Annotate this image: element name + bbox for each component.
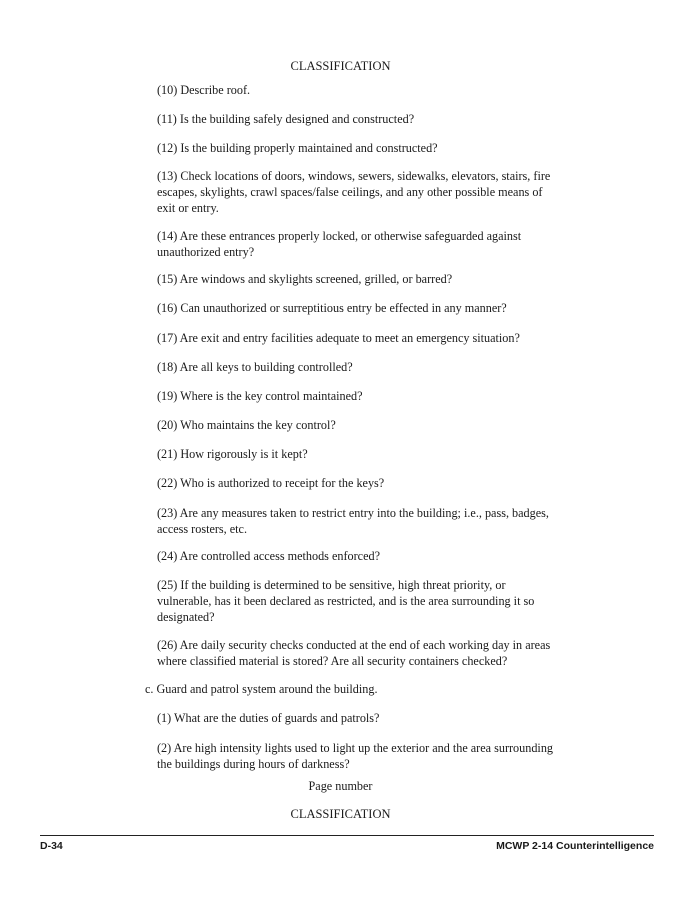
question-14: (14) Are these entrances properly locked, or otherwise safeguarded against unauthorized entry?: [157, 229, 522, 260]
section-c-heading: c. Guard and patrol system around the building.: [145, 682, 378, 696]
question-11: (11) Is the building safely designed and constructed?: [157, 112, 415, 126]
footer-page-id: D-34: [40, 840, 63, 852]
question-22: (22) Who is authorized to receipt for the keys?: [157, 476, 385, 490]
question-23: (23) Are any measures taken to restrict entry into the building; i.e., pass, badges, access rosters, etc.: [157, 506, 549, 537]
question-16: (16) Can unauthorized or surreptitious entry be effected in any manner?: [157, 301, 507, 315]
question-21: (21) How rigorously is it kept?: [157, 447, 308, 461]
question-17: (17) Are exit and entry facilities adequate to meet an emergency situation?: [157, 331, 520, 345]
question-10: (10) Describe roof.: [157, 83, 251, 97]
question-15: (15) Are windows and skylights screened, grilled, or barred?: [157, 272, 453, 286]
footer-publication-title: MCWP 2-14 Counterintelligence: [496, 840, 654, 852]
page-number-label: Page number: [308, 779, 373, 793]
question-20: (20) Who maintains the key control?: [157, 418, 336, 432]
header-classification: CLASSIFICATION: [290, 59, 391, 73]
question-24: (24) Are controlled access methods enforced?: [157, 549, 381, 563]
question-25: (25) If the building is determined to be sensitive, high threat priority, or vulnerable, has it been declared as restricted, and is the area surrounding it so designated?: [157, 578, 535, 625]
section-c-item-2: (2) Are high intensity lights used to light up the exterior and the area surrounding the buildings during hours of darkness?: [157, 741, 554, 772]
section-c-item-1: (1) What are the duties of guards and patrols?: [157, 711, 380, 725]
question-19: (19) Where is the key control maintained?: [157, 389, 363, 403]
footer-rule: [40, 835, 654, 836]
question-13: (13) Check locations of doors, windows, sewers, sidewalks, elevators, stairs, fire escapes, skylights, crawl spaces/false ceilings, and any other possible means of exit or entry.: [157, 169, 551, 216]
question-26: (26) Are daily security checks conducted at the end of each working day in areas where classified material is stored? Are all security containers checked?: [157, 638, 551, 669]
question-12: (12) Is the building properly maintained and constructed?: [157, 141, 438, 155]
question-18: (18) Are all keys to building controlled?: [157, 360, 353, 374]
footer-classification: CLASSIFICATION: [290, 807, 391, 821]
